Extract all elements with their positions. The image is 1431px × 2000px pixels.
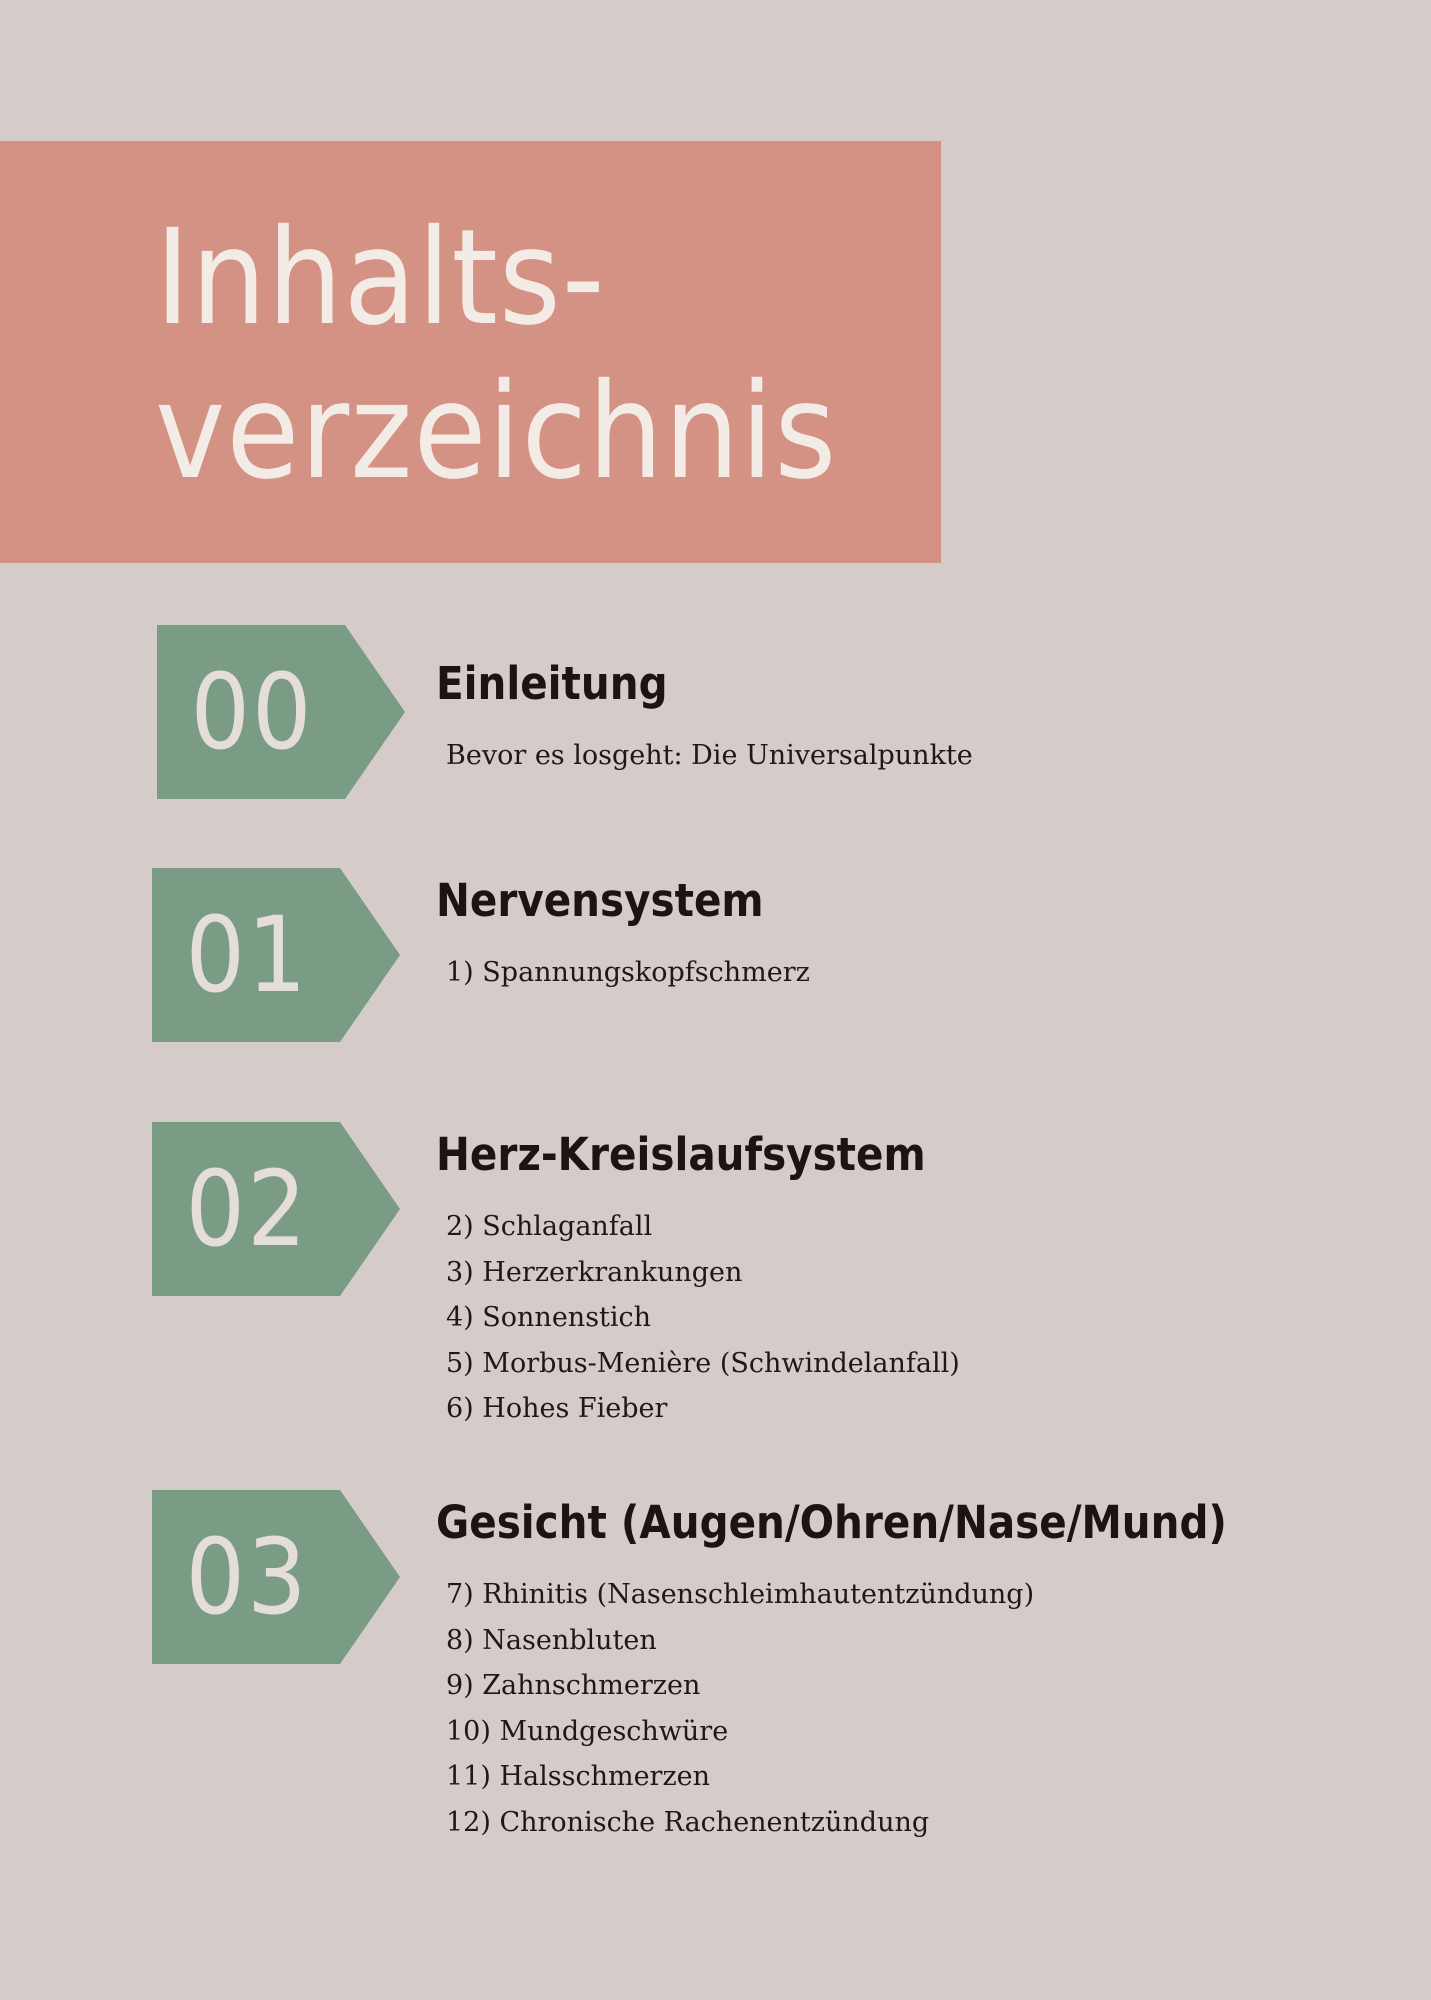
section-item-list: [446, 1204, 960, 1432]
section-title[interactable]: Nervensystem: [436, 874, 764, 927]
section-title[interactable]: Herz-Kreislaufsystem: [436, 1128, 926, 1181]
section-title[interactable]: Einleitung: [436, 657, 668, 710]
section-title[interactable]: Gesicht (Augen/Ohren/Nase/Mund): [436, 1496, 1227, 1549]
page-title: [155, 201, 837, 509]
toc-item[interactable]: 12) Chronische Rachenentzündung: [446, 1806, 930, 1838]
section-item-list: [446, 1572, 1034, 1845]
page-title-line-1: Inhalts-: [155, 201, 606, 355]
section-number-badge: [157, 625, 409, 799]
section-number: 01: [185, 894, 309, 1016]
toc-item[interactable]: 2) Schlaganfall: [446, 1211, 653, 1242]
section-number: 00: [190, 651, 314, 773]
toc-item[interactable]: 5) Morbus-Menière (Schwindelanfall): [446, 1347, 960, 1379]
toc-item[interactable]: 1) Spannungskopfschmerz: [446, 957, 810, 988]
toc-item[interactable]: 3) Herzerkrankungen: [446, 1256, 743, 1288]
toc-item[interactable]: 4) Sonnenstich: [446, 1302, 652, 1333]
toc-item[interactable]: 9) Zahnschmerzen: [446, 1670, 701, 1701]
section-item-list: [446, 733, 973, 779]
section-number-badge: [152, 1122, 404, 1296]
page-title-line-2: verzeichnis: [155, 355, 838, 509]
toc-item[interactable]: 6) Hohes Fieber: [446, 1393, 668, 1424]
toc-item[interactable]: Bevor es losgeht: Die Universalpunkte: [446, 740, 973, 771]
section-number: 02: [185, 1148, 309, 1270]
section-item-list: [446, 950, 810, 996]
title-banner: [0, 141, 941, 563]
toc-item[interactable]: 10) Mundgeschwüre: [446, 1715, 729, 1747]
toc-item[interactable]: 7) Rhinitis (Nasenschleimhautentzündung): [446, 1579, 1035, 1610]
toc-item[interactable]: 11) Halsschmerzen: [446, 1761, 711, 1792]
section-number-badge: [152, 1490, 404, 1664]
section-number-badge: [152, 868, 404, 1042]
section-number: 03: [185, 1516, 309, 1638]
toc-item[interactable]: 8) Nasenbluten: [446, 1624, 657, 1656]
